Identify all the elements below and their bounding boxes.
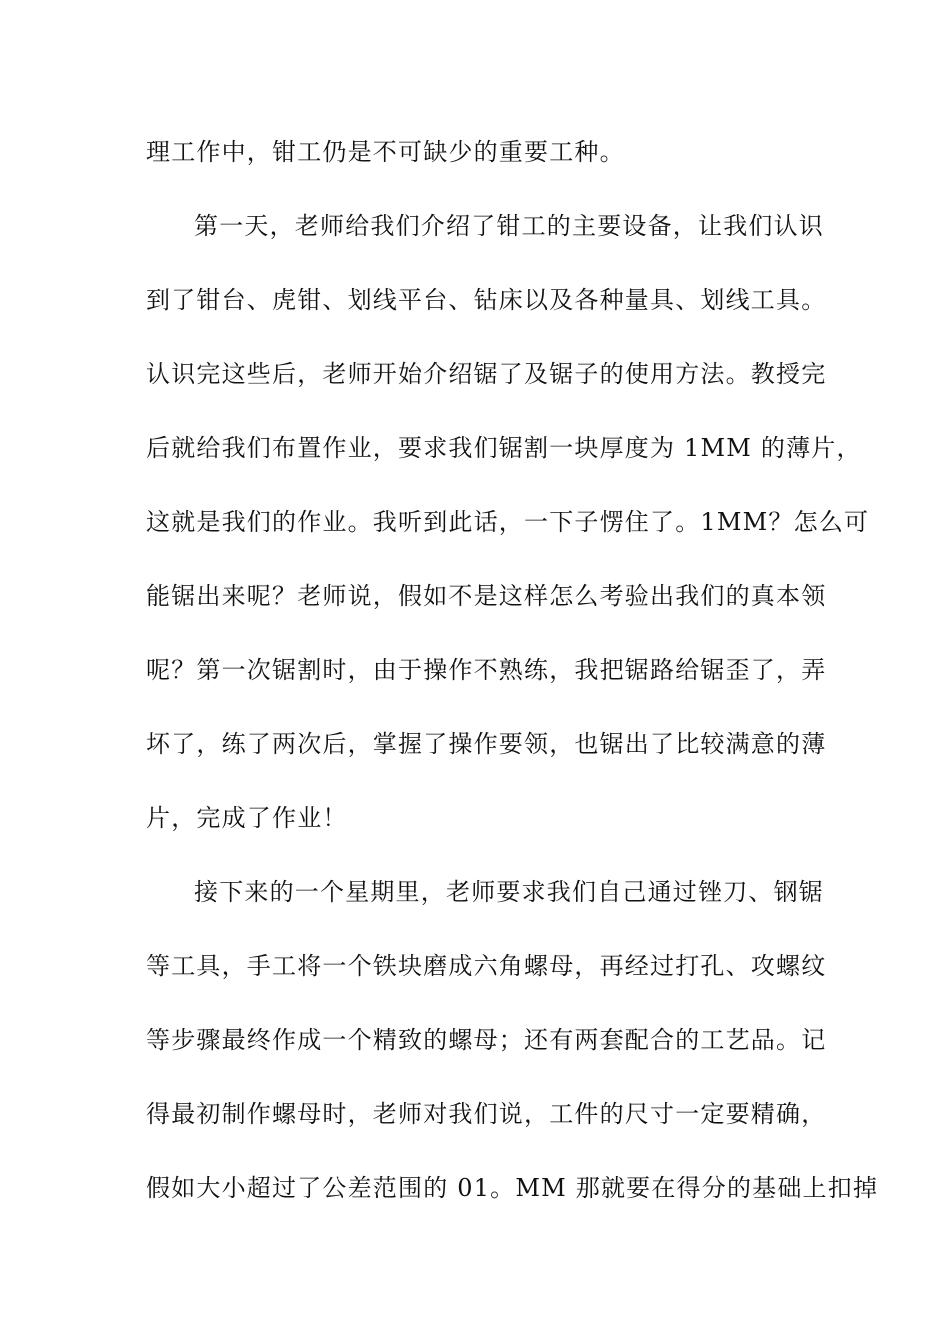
text-line: 认识完这些后，老师开始介绍锯了及锯子的使用方法。教授完 xyxy=(146,360,827,388)
text-line: 等步骤最终作成一个精致的螺母；还有两套配合的工艺品。记 xyxy=(146,1026,827,1054)
text-line: 片，完成了作业！ xyxy=(146,804,348,832)
paragraph-first-line: 接下来的一个星期里，老师要求我们自己通过锉刀、钢锯 xyxy=(194,878,824,906)
text-line: 到了钳台、虎钳、划线平台、钻床以及各种量具、划线工具。 xyxy=(146,286,827,314)
text-line: 能锯出来呢？老师说，假如不是这样怎么考验出我们的真本领 xyxy=(146,582,827,610)
text-line: 呢？第一次锯割时，由于操作不熟练，我把锯路给锯歪了，弄 xyxy=(146,656,827,684)
paragraph-first-line: 第一天，老师给我们介绍了钳工的主要设备，让我们认识 xyxy=(194,212,824,240)
text-line: 等工具，手工将一个铁块磨成六角螺母，再经过打孔、攻螺纹 xyxy=(146,952,827,980)
text-line: 假如大小超过了公差范围的 01。MM 那就要在得分的基础上扣掉 xyxy=(146,1174,879,1202)
text-line: 坏了，练了两次后，掌握了操作要领，也锯出了比较满意的薄 xyxy=(146,730,827,758)
text-line: 得最初制作螺母时，老师对我们说，工件的尺寸一定要精确， xyxy=(146,1100,827,1128)
text-line: 这就是我们的作业。我听到此话，一下子愣住了。1MM？怎么可 xyxy=(146,508,870,536)
text-line: 后就给我们布置作业，要求我们锯割一块厚度为 1MM 的薄片， xyxy=(146,434,862,462)
text-line: 理工作中，钳工仍是不可缺少的重要工种。 xyxy=(146,138,625,166)
